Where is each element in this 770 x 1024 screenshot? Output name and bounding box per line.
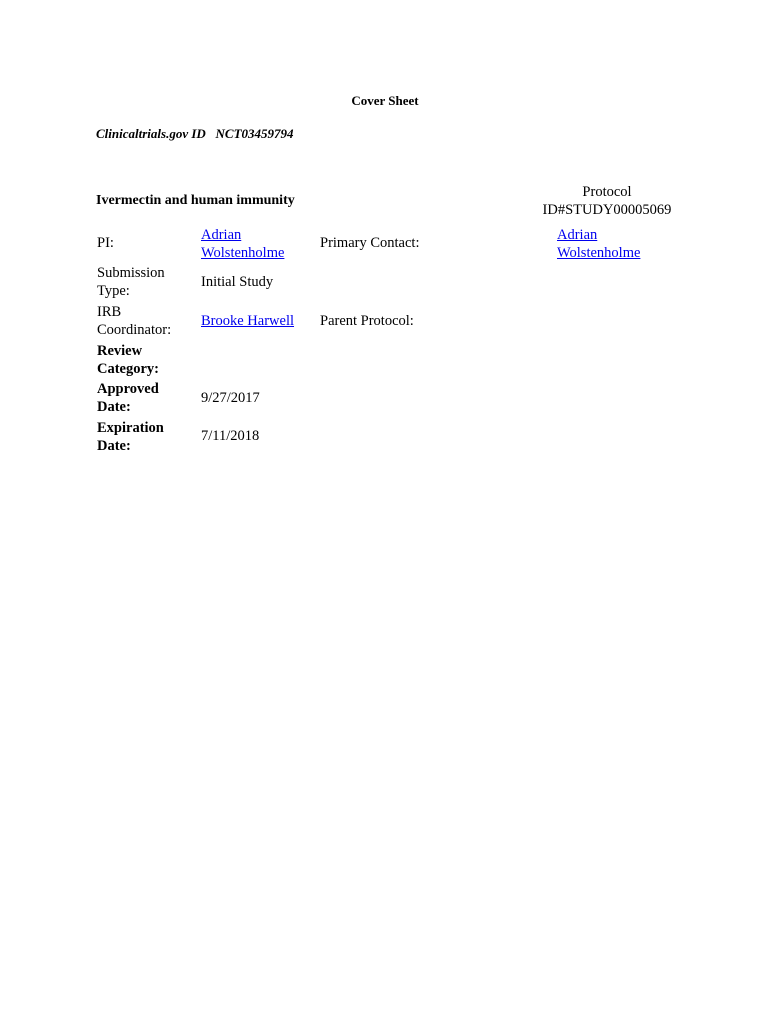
- cover-sheet-title: Cover Sheet: [351, 93, 419, 108]
- submission-type-label: [97, 264, 193, 300]
- submission-type-label-line1: Submission: [97, 265, 165, 281]
- primary-contact-name-last: Wolstenholme: [557, 245, 641, 261]
- review-category-label-line2: Category:: [97, 361, 160, 377]
- parent-protocol-label: Parent Protocol:: [320, 313, 414, 329]
- protocol-id-value: ID#STUDY00005069: [542, 202, 672, 218]
- primary-contact-label: Primary Contact:: [320, 235, 420, 251]
- review-category-label-line1: Review: [97, 343, 143, 359]
- primary-contact-link[interactable]: [557, 226, 640, 262]
- submission-type-label-line2: Type:: [97, 283, 130, 299]
- clinicaltrials-id-line: [96, 126, 294, 142]
- approved-date-label-line1: Approved: [97, 381, 159, 397]
- irb-coordinator-label-line1: IRB: [97, 304, 122, 320]
- irb-coordinator-label-line2: Coordinator:: [97, 322, 172, 338]
- pi-name-first: Adrian: [201, 227, 242, 243]
- irb-coordinator-link[interactable]: Brooke Harwell: [201, 313, 295, 329]
- protocol-id: [520, 183, 694, 219]
- study-title: Ivermectin and human immunity: [96, 193, 295, 208]
- expiration-date-label: [97, 419, 193, 455]
- pi-label: PI:: [97, 235, 114, 251]
- protocol-id-label: Protocol: [582, 184, 632, 200]
- approved-date-label: [97, 380, 193, 416]
- irb-coordinator-label: [97, 303, 193, 339]
- submission-type-value: Initial Study: [201, 274, 274, 290]
- expiration-date-value: 7/11/2018: [201, 428, 260, 444]
- expiration-date-label-line2: Date:: [97, 438, 131, 454]
- pi-link[interactable]: [201, 226, 284, 262]
- primary-contact-name-first: Adrian: [557, 227, 598, 243]
- clinicaltrials-label: Clinicaltrials.gov ID: [96, 126, 206, 141]
- approved-date-value: 9/27/2017: [201, 390, 260, 406]
- expiration-date-label-line1: Expiration: [97, 420, 164, 436]
- clinicaltrials-id: NCT03459794: [215, 126, 294, 141]
- pi-name-last: Wolstenholme: [201, 245, 285, 261]
- review-category-label: [97, 342, 193, 378]
- approved-date-label-line2: Date:: [97, 399, 131, 415]
